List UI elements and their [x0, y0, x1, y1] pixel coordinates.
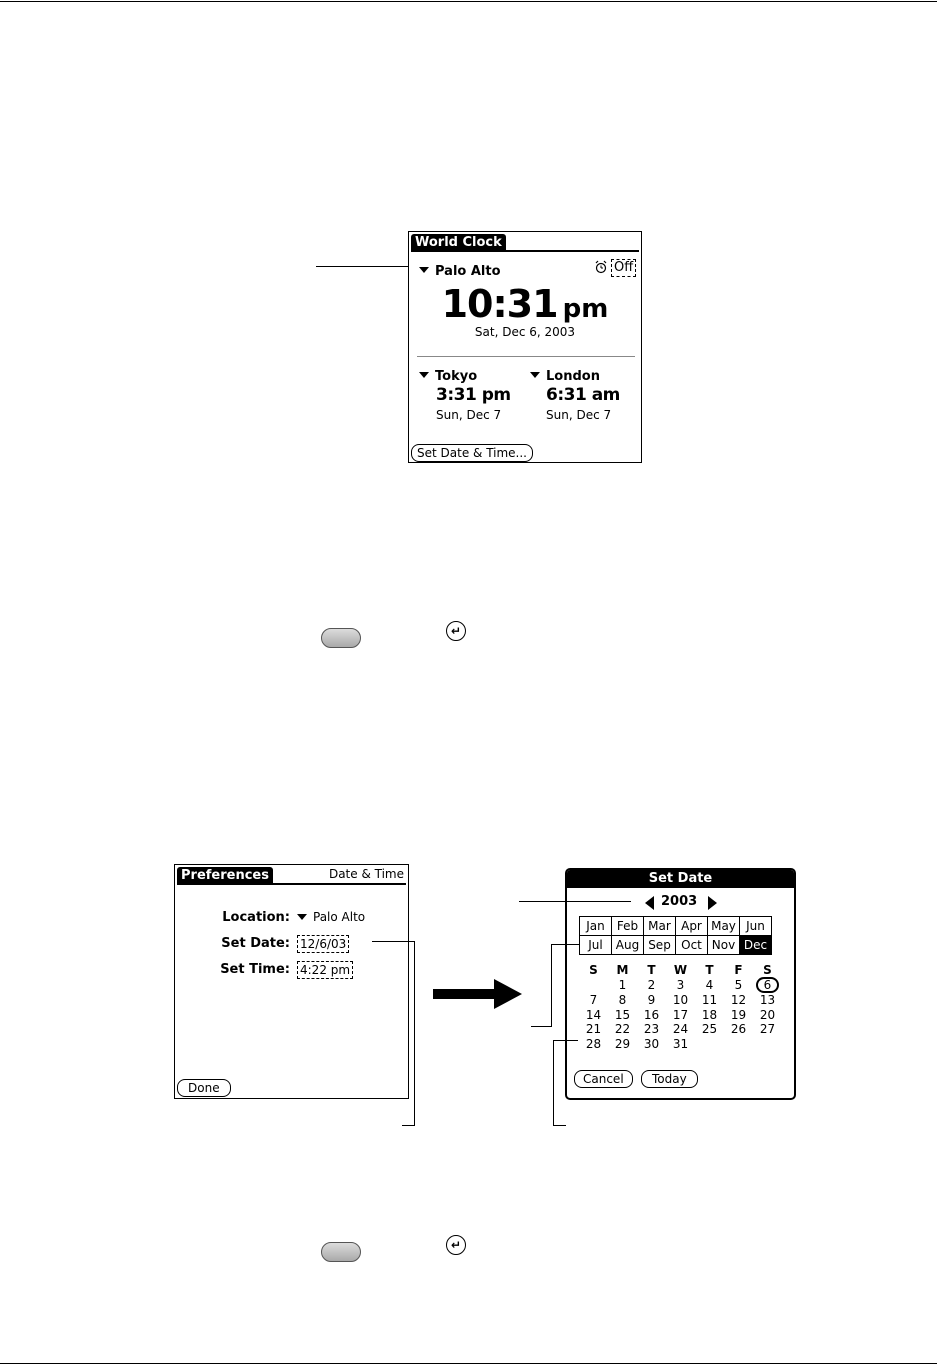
dropdown-triangle-icon	[297, 914, 307, 920]
secondary-location-picker-tokyo[interactable]	[419, 365, 477, 384]
day-cell[interactable]: 4	[705, 978, 714, 992]
month-cell-jan[interactable]: Jan	[580, 917, 612, 936]
day-cell[interactable]: 1	[618, 978, 627, 992]
secondary-location-picker-london[interactable]	[530, 365, 600, 384]
weekday-header: W	[673, 962, 688, 977]
day-cell[interactable]: 19	[730, 1007, 747, 1022]
callout-line-day-vertical	[553, 1040, 554, 1126]
day-cell[interactable]: 8	[618, 993, 627, 1008]
callout-line-month	[551, 944, 579, 945]
year-next-icon[interactable]	[708, 895, 717, 914]
hardware-button-icon	[321, 1242, 361, 1262]
day-cell[interactable]: 30	[643, 1036, 660, 1051]
set-time-label: Set Time:	[220, 962, 290, 977]
preferences-panel-picker[interactable]: Date & Time	[328, 867, 404, 881]
london-time: 6:31 am	[546, 385, 620, 405]
world-clock-screen	[408, 231, 642, 463]
day-cell[interactable]: 5	[734, 978, 743, 992]
day-cell[interactable]: 18	[701, 1007, 718, 1022]
primary-location-label: Palo Alto	[435, 264, 501, 279]
weekday-header: F	[734, 962, 743, 977]
day-cell[interactable]: 17	[672, 1007, 689, 1022]
day-cell[interactable]: 15	[614, 1007, 631, 1022]
week-row	[579, 977, 782, 993]
callout-line-location	[316, 266, 408, 267]
london-date: Sun, Dec 7	[546, 408, 612, 422]
day-cell[interactable]: 12	[730, 993, 747, 1008]
dropdown-triangle-icon	[419, 267, 429, 273]
callout-line-set-date-vertical	[414, 941, 415, 1125]
month-cell-may[interactable]: May	[708, 917, 740, 936]
callout-line-set-date-foot	[402, 1125, 415, 1126]
day-cell[interactable]: 27	[759, 1022, 776, 1037]
london-label: London	[546, 369, 600, 384]
tokyo-label: Tokyo	[435, 369, 478, 384]
day-cell[interactable]: 11	[701, 993, 718, 1008]
day-cell[interactable]: 29	[614, 1036, 631, 1051]
year-prev-icon[interactable]	[645, 895, 654, 914]
top-rule	[0, 1, 937, 2]
tokyo-time: 3:31 pm	[436, 385, 511, 405]
set-date-dialog	[565, 868, 796, 1100]
month-cell-jun[interactable]: Jun	[740, 917, 772, 936]
preferences-title: Preferences	[177, 867, 273, 885]
month-cell-apr[interactable]: Apr	[676, 917, 708, 936]
day-cell[interactable]: 13	[759, 993, 776, 1008]
selected-day[interactable]: 6	[756, 977, 780, 993]
weekday-header: T	[705, 962, 714, 977]
week-row	[579, 993, 782, 1008]
today-button[interactable]: Today	[641, 1070, 698, 1088]
day-cell[interactable]: 26	[730, 1022, 747, 1037]
empty-day-cell	[695, 1037, 724, 1052]
month-cell-jul[interactable]: Jul	[580, 936, 612, 955]
callout-line-year	[519, 901, 631, 902]
enter-icon: ↵	[446, 1235, 466, 1255]
location-value: Palo Alto	[313, 910, 366, 924]
callout-line-day-foot	[553, 1125, 566, 1126]
day-cell[interactable]: 9	[647, 993, 656, 1008]
day-cell[interactable]: 20	[759, 1007, 776, 1022]
month-grid	[579, 916, 772, 955]
day-cell[interactable]: 31	[672, 1036, 689, 1051]
arrow-right-icon	[433, 989, 495, 999]
day-cell[interactable]: 2	[647, 978, 656, 992]
set-date-time-button[interactable]: Set Date & Time...	[411, 444, 533, 462]
alarm-toggle[interactable]: Off	[611, 259, 636, 277]
arrow-head-icon	[494, 979, 522, 1009]
separator	[417, 356, 635, 357]
done-button[interactable]: Done	[177, 1079, 231, 1097]
day-cell[interactable]: 7	[589, 993, 598, 1008]
day-cell[interactable]: 14	[585, 1007, 602, 1022]
day-cell[interactable]: 25	[701, 1022, 718, 1037]
day-cell[interactable]: 23	[643, 1022, 660, 1037]
day-cell[interactable]: 24	[672, 1022, 689, 1037]
day-calendar	[579, 962, 782, 1051]
cancel-button[interactable]: Cancel	[574, 1070, 633, 1088]
dropdown-triangle-icon	[419, 372, 429, 378]
empty-day-cell	[753, 1037, 782, 1052]
month-cell-oct[interactable]: Oct	[676, 936, 708, 955]
month-cell-sep[interactable]: Sep	[644, 936, 676, 955]
month-cell-feb[interactable]: Feb	[612, 917, 644, 936]
month-cell-nov[interactable]: Nov	[708, 936, 740, 955]
day-cell[interactable]: 16	[643, 1007, 660, 1022]
callout-line-day	[553, 1040, 578, 1041]
day-cell[interactable]: 21	[585, 1022, 602, 1037]
bottom-rule	[0, 1363, 937, 1364]
set-date-label: Set Date:	[221, 936, 290, 951]
primary-date: Sat, Dec 6, 2003	[474, 325, 576, 339]
day-cell[interactable]	[753, 977, 782, 993]
day-cell[interactable]: 28	[585, 1036, 602, 1051]
enter-icon: ↵	[446, 621, 466, 641]
month-cell-aug[interactable]: Aug	[612, 936, 644, 955]
callout-line-month-foot	[531, 1026, 551, 1027]
tokyo-date: Sun, Dec 7	[436, 408, 502, 422]
day-cell[interactable]: 10	[672, 993, 689, 1008]
month-cell-mar[interactable]: Mar	[644, 917, 676, 936]
hardware-button-icon	[321, 628, 361, 648]
weekday-header: S	[589, 962, 598, 977]
primary-ampm: pm	[562, 294, 609, 324]
title-rule	[411, 250, 639, 252]
location-label: Location:	[222, 910, 290, 925]
empty-day-cell	[724, 1037, 753, 1052]
title-rule	[177, 883, 406, 885]
preferences-screen	[174, 864, 409, 1099]
set-date-field[interactable]: 12/6/03	[297, 935, 349, 953]
primary-time	[409, 282, 641, 326]
weekday-header: S	[763, 962, 772, 977]
weekday-header: T	[647, 962, 656, 977]
month-cell-dec[interactable]: Dec	[740, 936, 772, 955]
week-row	[579, 1037, 782, 1052]
alarm-icon	[595, 259, 607, 274]
week-row	[579, 1008, 782, 1023]
day-cell[interactable]: 3	[676, 978, 685, 992]
day-cell[interactable]: 22	[614, 1022, 631, 1037]
location-picker[interactable]	[297, 910, 365, 924]
weekday-header: M	[616, 962, 629, 977]
set-date-title: Set Date	[567, 870, 794, 888]
year-label: 2003	[661, 894, 698, 909]
world-clock-title: World Clock	[411, 234, 506, 252]
set-time-field[interactable]: 4:22 pm	[297, 961, 353, 979]
primary-time-value: 10:31	[441, 282, 558, 326]
empty-day-cell	[579, 977, 608, 993]
callout-line-set-date	[372, 941, 415, 942]
callout-line-month-vertical	[551, 944, 552, 1027]
dropdown-triangle-icon	[530, 372, 540, 378]
primary-location-picker[interactable]	[419, 260, 501, 279]
week-row	[579, 1022, 782, 1037]
